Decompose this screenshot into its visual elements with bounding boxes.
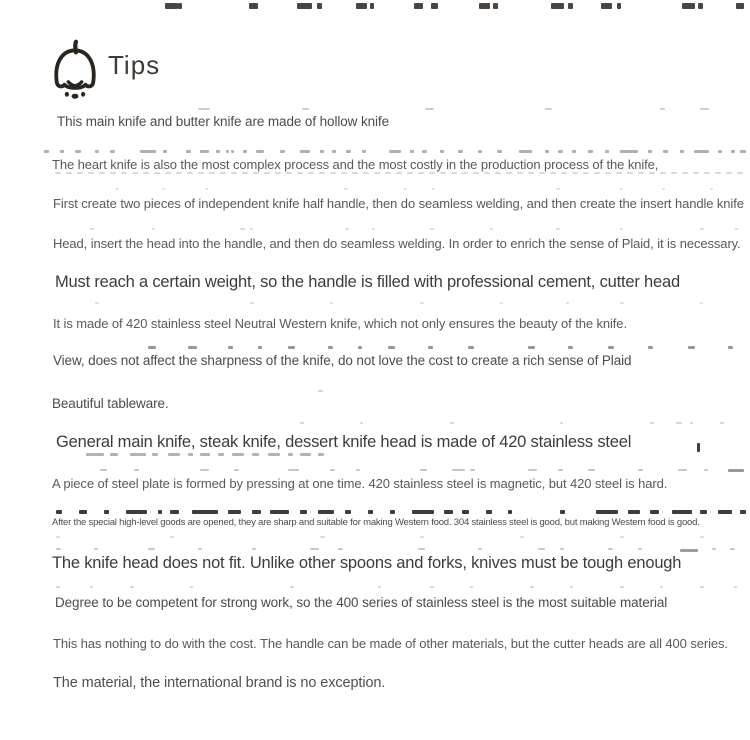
clipped-text-fragment: [620, 536, 624, 538]
clipped-text-fragment: [178, 3, 182, 9]
clipped-text-fragment: [320, 536, 325, 538]
clipped-text-fragment: [308, 172, 314, 174]
paragraph: This main knife and butter knife are made of hollow knife: [57, 114, 389, 129]
clipped-text-fragment: [318, 453, 324, 456]
clipped-text-fragment: [110, 172, 116, 174]
paragraph: Degree to be competent for strong work, so the 400 series of stainless steel is the most suitable material: [55, 595, 668, 610]
clipped-text-fragment: [253, 172, 259, 174]
clipped-text-fragment: [198, 172, 204, 174]
clipped-text-fragment: [134, 469, 139, 471]
clipped-text-fragment: [55, 172, 61, 174]
clipped-text-fragment: [220, 172, 226, 174]
clipped-text-fragment: [596, 510, 618, 514]
clipped-text-fragment: [231, 150, 234, 153]
clipped-text-fragment: [250, 302, 254, 304]
paragraph: General main knife, steak knife, dessert knife head is made of 420 stainless steel: [56, 433, 632, 451]
clipped-text-fragment: [605, 150, 609, 153]
clipped-text-fragment: [638, 469, 643, 471]
clipped-text-fragment: [407, 172, 413, 174]
clipped-text-fragment: [486, 510, 492, 514]
clipped-text-fragment: [390, 510, 395, 514]
clipped-text-fragment: [734, 586, 737, 588]
clipped-text-fragment: [319, 172, 325, 174]
clipped-text-fragment: [470, 469, 475, 471]
paragraph: A piece of steel plate is formed by pressing at one time. 420 stainless steel is magnetic, but 420 steel is hard.: [52, 476, 668, 491]
clipped-text-fragment: [428, 346, 433, 349]
clipped-text-fragment: [140, 150, 156, 153]
clipped-text-fragment: [682, 172, 688, 174]
clipped-text-fragment: [188, 346, 197, 349]
clipped-text-fragment: [560, 422, 563, 424]
clipped-text-fragment: [310, 548, 319, 550]
clipped-text-fragment: [200, 453, 210, 456]
clipped-text-fragment: [192, 510, 218, 514]
clipped-text-fragment: [468, 346, 474, 349]
clipped-text-fragment: [601, 3, 612, 9]
clipped-text-fragment: [688, 346, 695, 349]
clipped-text-fragment: [628, 510, 640, 514]
clipped-text-fragment: [346, 150, 351, 153]
clipped-text-fragment: [56, 536, 60, 538]
clipped-text-fragment: [608, 548, 613, 550]
clipped-text-fragment: [422, 150, 427, 153]
clipped-text-fragment: [740, 150, 746, 153]
clipped-text-fragment: [528, 469, 537, 471]
clipped-text-fragment: [462, 172, 468, 174]
clipped-text-fragment: [608, 346, 614, 349]
clipped-text-fragment: [252, 510, 261, 514]
clipped-text-fragment: [735, 228, 738, 230]
clipped-text-fragment: [638, 172, 644, 174]
bell-cloche-icon: [50, 38, 100, 101]
clipped-text-fragment: [506, 172, 512, 174]
clipped-text-fragment: [216, 150, 220, 153]
paragraph: It is made of 420 stainless steel Neutral Western knife, which not only ensures the beauty of the knife.: [53, 316, 627, 331]
clipped-text-fragment: [300, 422, 304, 424]
clipped-text-fragment: [130, 453, 146, 456]
clipped-text-fragment: [560, 510, 565, 514]
clipped-text-fragment: [616, 172, 622, 174]
clipped-text-fragment: [605, 172, 611, 174]
clipped-text-fragment: [568, 346, 573, 349]
clipped-text-fragment: [700, 586, 704, 588]
clipped-text-fragment: [110, 453, 118, 456]
clipped-text-fragment: [638, 548, 642, 550]
clipped-text-fragment: [588, 150, 593, 153]
clipped-text-fragment: [682, 3, 695, 9]
clipped-text-fragment: [412, 510, 434, 514]
clipped-text-fragment: [545, 150, 549, 153]
clipped-text-fragment: [676, 422, 682, 424]
clipped-text-fragment: [95, 150, 99, 153]
clipped-text-fragment: [374, 172, 380, 174]
clipped-text-fragment: [95, 302, 99, 304]
clipped-text-fragment: [100, 469, 107, 471]
clipped-text-fragment: [158, 510, 162, 514]
clipped-text-fragment: [715, 172, 721, 174]
clipped-text-fragment: [440, 172, 446, 174]
clipped-text-fragment: [550, 172, 556, 174]
clipped-text-fragment: [286, 172, 292, 174]
clipped-text-fragment: [77, 172, 83, 174]
clipped-text-fragment: [410, 150, 414, 153]
clipped-text-fragment: [288, 453, 293, 456]
clipped-text-fragment: [517, 172, 523, 174]
clipped-text-fragment: [200, 150, 209, 153]
clipped-text-fragment: [680, 150, 684, 153]
clipped-text-fragment: [79, 510, 87, 514]
clipped-text-fragment: [737, 172, 743, 174]
clipped-text-fragment: [660, 586, 663, 588]
clipped-text-fragment: [190, 586, 193, 588]
clipped-text-fragment: [731, 150, 735, 153]
clipped-text-fragment: [234, 469, 239, 471]
paragraph: Must reach a certain weight, so the handle is filled with professional cement, cutter head: [55, 273, 680, 291]
clipped-text-fragment: [363, 172, 369, 174]
paragraph: After the special high-level goods are opened, they are sharp and suitable for making Western food. 304 stainless steel is good, but making Western food is good.: [52, 517, 700, 528]
clipped-stroke-tick: [697, 443, 700, 452]
clipped-text-fragment: [662, 188, 665, 190]
clipped-text-fragment: [290, 586, 294, 588]
clipped-text-fragment: [650, 510, 659, 514]
page-title: Tips: [108, 50, 161, 80]
clipped-text-fragment: [470, 586, 473, 588]
clipped-text-fragment: [660, 108, 665, 110]
clipped-text-fragment: [627, 172, 633, 174]
clipped-text-fragment: [90, 228, 94, 230]
clipped-text-fragment: [736, 3, 744, 9]
clipped-text-fragment: [620, 586, 624, 588]
clipped-text-fragment: [462, 510, 469, 514]
clipped-text-fragment: [572, 172, 578, 174]
clipped-text-fragment: [556, 228, 560, 230]
clipped-text-fragment: [186, 150, 191, 153]
clipped-text-fragment: [718, 510, 732, 514]
clipped-text-fragment: [617, 3, 621, 9]
clipped-text-fragment: [545, 108, 552, 110]
clipped-text-fragment: [330, 302, 333, 304]
clipped-stroke-dash: [680, 549, 698, 552]
clipped-text-fragment: [170, 510, 179, 514]
clipped-text-fragment: [495, 172, 501, 174]
clipped-text-fragment: [508, 510, 512, 514]
clipped-text-fragment: [264, 172, 270, 174]
clipped-text-fragment: [360, 422, 363, 424]
clipped-text-fragment: [430, 228, 434, 230]
clipped-text-fragment: [341, 172, 347, 174]
clipped-text-fragment: [152, 228, 155, 230]
clipped-text-fragment: [718, 150, 722, 153]
clipped-text-fragment: [561, 172, 567, 174]
clipped-text-fragment: [302, 108, 309, 110]
clipped-text-fragment: [362, 150, 366, 153]
clipped-text-fragment: [99, 172, 105, 174]
clipped-text-fragment: [198, 108, 210, 110]
clipped-text-fragment: [268, 453, 280, 456]
clipped-text-fragment: [700, 302, 703, 304]
tips-header: [50, 38, 160, 101]
clipped-text-fragment: [300, 453, 311, 456]
clipped-text-fragment: [648, 150, 652, 153]
clipped-text-fragment: [66, 172, 72, 174]
clipped-text-fragment: [429, 172, 435, 174]
clipped-text-fragment: [148, 346, 156, 349]
clipped-text-fragment: [56, 548, 61, 550]
clipped-text-fragment: [252, 548, 256, 550]
clipped-text-fragment: [700, 536, 704, 538]
clipped-text-fragment: [519, 150, 532, 153]
clipped-text-fragment: [420, 302, 424, 304]
clipped-text-fragment: [218, 453, 224, 456]
clipped-text-fragment: [205, 188, 208, 190]
clipped-text-fragment: [275, 172, 281, 174]
clipped-text-fragment: [528, 172, 534, 174]
clipped-text-fragment: [148, 548, 155, 550]
clipped-text-fragment: [493, 3, 498, 9]
clipped-text-fragment: [698, 3, 703, 9]
clipped-text-fragment: [710, 188, 713, 190]
clipped-text-fragment: [297, 3, 312, 9]
clipped-text-fragment: [572, 150, 576, 153]
clipped-text-fragment: [226, 150, 229, 153]
clipped-text-fragment: [388, 346, 395, 349]
clipped-text-fragment: [356, 3, 367, 9]
clipped-text-fragment: [420, 536, 424, 538]
clipped-text-fragment: [556, 188, 560, 190]
clipped-text-fragment: [490, 228, 493, 230]
clipped-text-fragment: [728, 346, 733, 349]
clipped-text-fragment: [243, 150, 247, 153]
clipped-text-fragment: [520, 536, 524, 538]
paragraph: The heart knife is also the most complex process and the most costly in the production process of the knife,: [52, 157, 659, 172]
clipped-text-fragment: [126, 510, 147, 514]
clipped-text-fragment: [594, 172, 600, 174]
clipped-text-fragment: [418, 548, 425, 550]
clipped-text-fragment: [104, 510, 109, 514]
clipped-text-fragment: [478, 150, 482, 153]
clipped-text-fragment: [530, 586, 534, 588]
clipped-text-fragment: [558, 150, 563, 153]
paragraph: The material, the international brand is no exception.: [53, 675, 386, 691]
clipped-text-fragment: [162, 188, 165, 190]
clipped-text-fragment: [352, 172, 358, 174]
clipped-text-fragment: [404, 188, 407, 190]
clipped-text-fragment: [418, 172, 424, 174]
clipped-text-fragment: [345, 510, 351, 514]
clipped-text-fragment: [414, 3, 423, 9]
clipped-text-fragment: [660, 172, 666, 174]
clipped-text-fragment: [256, 150, 264, 153]
clipped-text-fragment: [484, 172, 490, 174]
clipped-text-fragment: [678, 469, 687, 471]
paragraph: First create two pieces of independent knife half handle, then do seamless welding, and then create the insert handle knife: [53, 196, 744, 211]
clipped-text-fragment: [620, 150, 638, 153]
clipped-text-fragment: [252, 453, 259, 456]
clipped-text-fragment: [328, 346, 333, 349]
clipped-text-fragment: [200, 469, 209, 471]
clipped-text-fragment: [198, 548, 202, 550]
clipped-text-fragment: [444, 510, 453, 514]
clipped-text-fragment: [500, 302, 503, 304]
clipped-text-fragment: [338, 548, 343, 550]
clipped-text-fragment: [368, 510, 373, 514]
clipped-text-fragment: [663, 150, 668, 153]
clipped-text-fragment: [165, 3, 178, 9]
clipped-text-fragment: [378, 586, 381, 588]
clipped-text-fragment: [249, 3, 258, 9]
clipped-text-fragment: [704, 172, 710, 174]
clipped-text-fragment: [345, 228, 349, 230]
clipped-text-fragment: [280, 150, 285, 153]
clipped-text-fragment: [168, 453, 180, 456]
clipped-text-fragment: [300, 510, 307, 514]
clipped-text-fragment: [209, 172, 215, 174]
clipped-text-fragment: [396, 172, 402, 174]
clipped-text-fragment: [188, 453, 193, 456]
clipped-text-fragment: [497, 150, 502, 153]
clipped-text-fragment: [231, 172, 237, 174]
clipped-text-fragment: [712, 548, 716, 550]
clipped-text-fragment: [187, 172, 193, 174]
clipped-text-fragment: [700, 108, 709, 110]
clipped-text-fragment: [288, 346, 295, 349]
clipped-text-fragment: [297, 172, 303, 174]
clipped-text-fragment: [75, 150, 81, 153]
clipped-text-fragment: [558, 469, 563, 471]
clipped-text-fragment: [560, 548, 564, 550]
clipped-text-fragment: [649, 172, 655, 174]
clipped-text-fragment: [620, 188, 623, 190]
clipped-text-fragment: [740, 510, 746, 514]
clipped-text-fragment: [700, 228, 704, 230]
clipped-text-fragment: [528, 346, 535, 349]
clipped-text-fragment: [60, 150, 64, 153]
clipped-text-fragment: [704, 469, 708, 471]
paragraph: View, does not affect the sharpness of the knife, do not love the cost to create a rich sense of Plaid: [53, 353, 632, 368]
clipped-text-fragment: [143, 172, 149, 174]
clipped-text-fragment: [115, 188, 119, 190]
clipped-text-fragment: [132, 172, 138, 174]
clipped-text-fragment: [270, 510, 289, 514]
clipped-text-fragment: [568, 3, 573, 9]
clipped-text-fragment: [620, 228, 623, 230]
clipped-text-fragment: [620, 302, 624, 304]
clipped-text-fragment: [176, 172, 182, 174]
clipped-text-fragment: [317, 3, 322, 9]
clipped-text-fragment: [671, 172, 677, 174]
clipped-text-fragment: [450, 422, 454, 424]
clipped-text-fragment: [648, 346, 653, 349]
clipped-text-fragment: [479, 3, 490, 9]
clipped-text-fragment: [152, 453, 158, 456]
clipped-text-fragment: [330, 172, 336, 174]
clipped-text-fragment: [86, 453, 104, 456]
clipped-text-fragment: [250, 228, 253, 230]
paragraph: Beautiful tableware.: [52, 396, 169, 411]
clipped-text-fragment: [332, 150, 336, 153]
clipped-text-fragment: [551, 3, 564, 9]
clipped-text-fragment: [478, 548, 482, 550]
paragraph: The knife head does not fit. Unlike other spoons and forks, knives must be tough enough: [52, 554, 682, 572]
clipped-text-fragment: [566, 302, 569, 304]
clipped-text-fragment: [473, 172, 479, 174]
clipped-text-fragment: [458, 150, 463, 153]
clipped-text-fragment: [163, 150, 167, 153]
clipped-text-fragment: [588, 469, 595, 471]
clipped-text-fragment: [451, 172, 457, 174]
clipped-text-fragment: [539, 172, 545, 174]
clipped-text-fragment: [370, 3, 374, 9]
clipped-text-fragment: [430, 586, 434, 588]
clipped-text-fragment: [538, 548, 545, 550]
clipped-text-fragment: [650, 422, 654, 424]
clipped-text-fragment: [431, 3, 438, 9]
clipped-text-fragment: [726, 172, 732, 174]
clipped-text-fragment: [228, 346, 233, 349]
clipped-text-fragment: [420, 469, 427, 471]
clipped-text-fragment: [56, 586, 60, 588]
clipped-text-fragment: [56, 510, 62, 514]
clipped-text-fragment: [700, 510, 707, 514]
clipped-text-fragment: [344, 188, 348, 190]
clipped-text-fragment: [330, 469, 335, 471]
clipped-text-fragment: [300, 150, 310, 153]
clipped-text-fragment: [690, 422, 693, 424]
clipped-text-fragment: [288, 469, 299, 471]
clipped-text-fragment: [90, 586, 93, 588]
clipped-text-fragment: [440, 150, 444, 153]
clipped-text-fragment: [258, 346, 262, 349]
clipped-text-fragment: [121, 172, 127, 174]
clipped-text-fragment: [570, 586, 573, 588]
clipped-text-fragment: [318, 510, 334, 514]
clipped-text-fragment: [583, 172, 589, 174]
clipped-text-fragment: [385, 172, 391, 174]
clipped-text-fragment: [130, 586, 134, 588]
clipped-text-fragment: [110, 150, 115, 153]
clipped-text-fragment: [228, 510, 241, 514]
clipped-text-fragment: [356, 469, 360, 471]
clipped-text-fragment: [320, 150, 324, 153]
clipped-text-fragment: [425, 108, 434, 110]
clipped-text-fragment: [358, 346, 362, 349]
paragraph: This has nothing to do with the cost. The handle can be made of other materials, but the cutter heads are all 400 series.: [53, 636, 728, 651]
clipped-text-fragment: [730, 548, 735, 550]
clipped-text-fragment: [88, 172, 94, 174]
clipped-text-fragment: [232, 453, 244, 456]
clipped-text-fragment: [165, 172, 171, 174]
clipped-text-fragment: [170, 536, 174, 538]
clipped-text-fragment: [720, 422, 724, 424]
clipped-text-fragment: [154, 172, 160, 174]
clipped-text-fragment: [694, 150, 709, 153]
clipped-text-fragment: [318, 390, 323, 392]
clipped-stroke-dash: [728, 469, 744, 472]
paragraph: Head, insert the head into the handle, and then do seamless welding. In order to enrich the sense of Plaid, it is necessary.: [53, 236, 741, 251]
clipped-text-fragment: [389, 150, 401, 153]
clipped-text-fragment: [242, 172, 248, 174]
clipped-text-fragment: [240, 228, 245, 230]
clipped-text-fragment: [44, 150, 49, 153]
clipped-text-fragment: [94, 548, 98, 550]
clipped-text-fragment: [693, 172, 699, 174]
clipped-text-fragment: [372, 228, 375, 230]
clipped-text-fragment: [452, 469, 465, 471]
clipped-text-fragment: [672, 510, 692, 514]
clipped-text-fragment: [432, 188, 435, 190]
